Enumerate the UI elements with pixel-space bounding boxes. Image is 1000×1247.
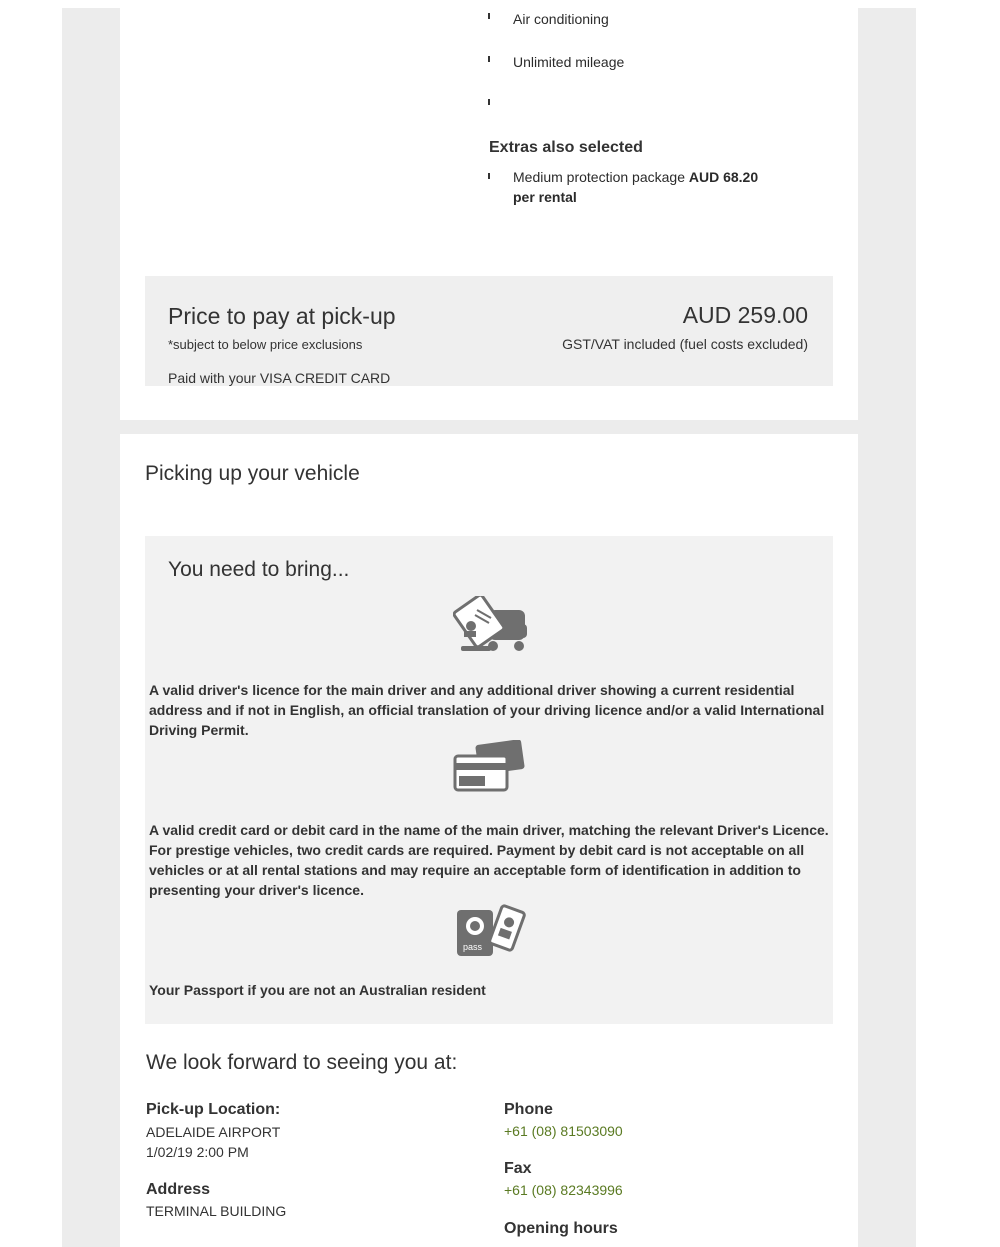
extras-title: Extras also selected bbox=[489, 139, 643, 156]
price-title: Price to pay at pick-up bbox=[168, 303, 396, 329]
section-divider bbox=[120, 420, 858, 434]
price-subtitle: *subject to below price exclusions bbox=[168, 337, 363, 352]
phone-link[interactable]: +61 (08) 81503090 bbox=[504, 1123, 623, 1139]
requirements-title: You need to bring... bbox=[168, 558, 350, 581]
credit-card-icon bbox=[453, 740, 529, 792]
drivers-licence-icon bbox=[453, 596, 529, 658]
location-title: We look forward to seeing you at: bbox=[146, 1051, 458, 1074]
bullet-icon bbox=[488, 56, 490, 62]
bullet-icon bbox=[488, 173, 490, 179]
payment-method: Paid with your VISA CREDIT CARD bbox=[168, 370, 391, 386]
phone-label: Phone bbox=[504, 1101, 553, 1118]
requirement-licence-text: A valid driver's licence for the main driver and any additional driver showing a current residential address and if not in English, an official translation of your driving licence and/or a valid International Driving Permit. bbox=[149, 682, 825, 738]
address-value: TERMINAL BUILDING bbox=[146, 1203, 287, 1219]
svg-text:pass: pass bbox=[463, 942, 483, 952]
price-amount: AUD 259.00 bbox=[682, 302, 808, 328]
extra-item-text bbox=[513, 167, 803, 207]
right-margin-band bbox=[858, 8, 916, 1247]
extra-item-price: AUD 68.20 bbox=[688, 169, 759, 185]
feature-label: Unlimited mileage bbox=[513, 54, 625, 70]
requirement-passport-text: Your Passport if you are not an Australian resident bbox=[149, 982, 486, 998]
extra-item-name: Medium protection package bbox=[513, 169, 689, 185]
passport-icon bbox=[455, 902, 527, 958]
requirement-card-text: A valid credit card or debit card in the name of the main driver, matching the relevant Driver's Licence. For prestige vehicles, two credit cards are required. Payment by debit card is not acceptable on all vehicles or at all rental stations and may require an acceptable form of identification in addition to presenting your driver's licence. bbox=[149, 822, 829, 898]
fax-label: Fax bbox=[504, 1160, 532, 1177]
feature-label: Air conditioning bbox=[513, 11, 609, 27]
pickup-location-label: Pick-up Location: bbox=[146, 1101, 281, 1118]
bullet-icon bbox=[488, 99, 490, 105]
pickup-datetime: 1/02/19 2:00 PM bbox=[146, 1144, 249, 1160]
price-summary-panel bbox=[145, 276, 833, 386]
section-title: Picking up your vehicle bbox=[145, 462, 360, 485]
address-label: Address bbox=[146, 1181, 211, 1198]
requirements-panel bbox=[145, 536, 833, 1024]
left-margin-band bbox=[62, 8, 120, 1247]
bullet-icon bbox=[488, 13, 490, 19]
opening-hours-label: Opening hours bbox=[504, 1220, 618, 1237]
extra-item-unit: per rental bbox=[513, 189, 577, 205]
pickup-location-name: ADELAIDE AIRPORT bbox=[146, 1124, 281, 1140]
fax-link[interactable]: +61 (08) 82343996 bbox=[504, 1182, 623, 1198]
price-note: GST/VAT included (fuel costs excluded) bbox=[562, 336, 808, 352]
